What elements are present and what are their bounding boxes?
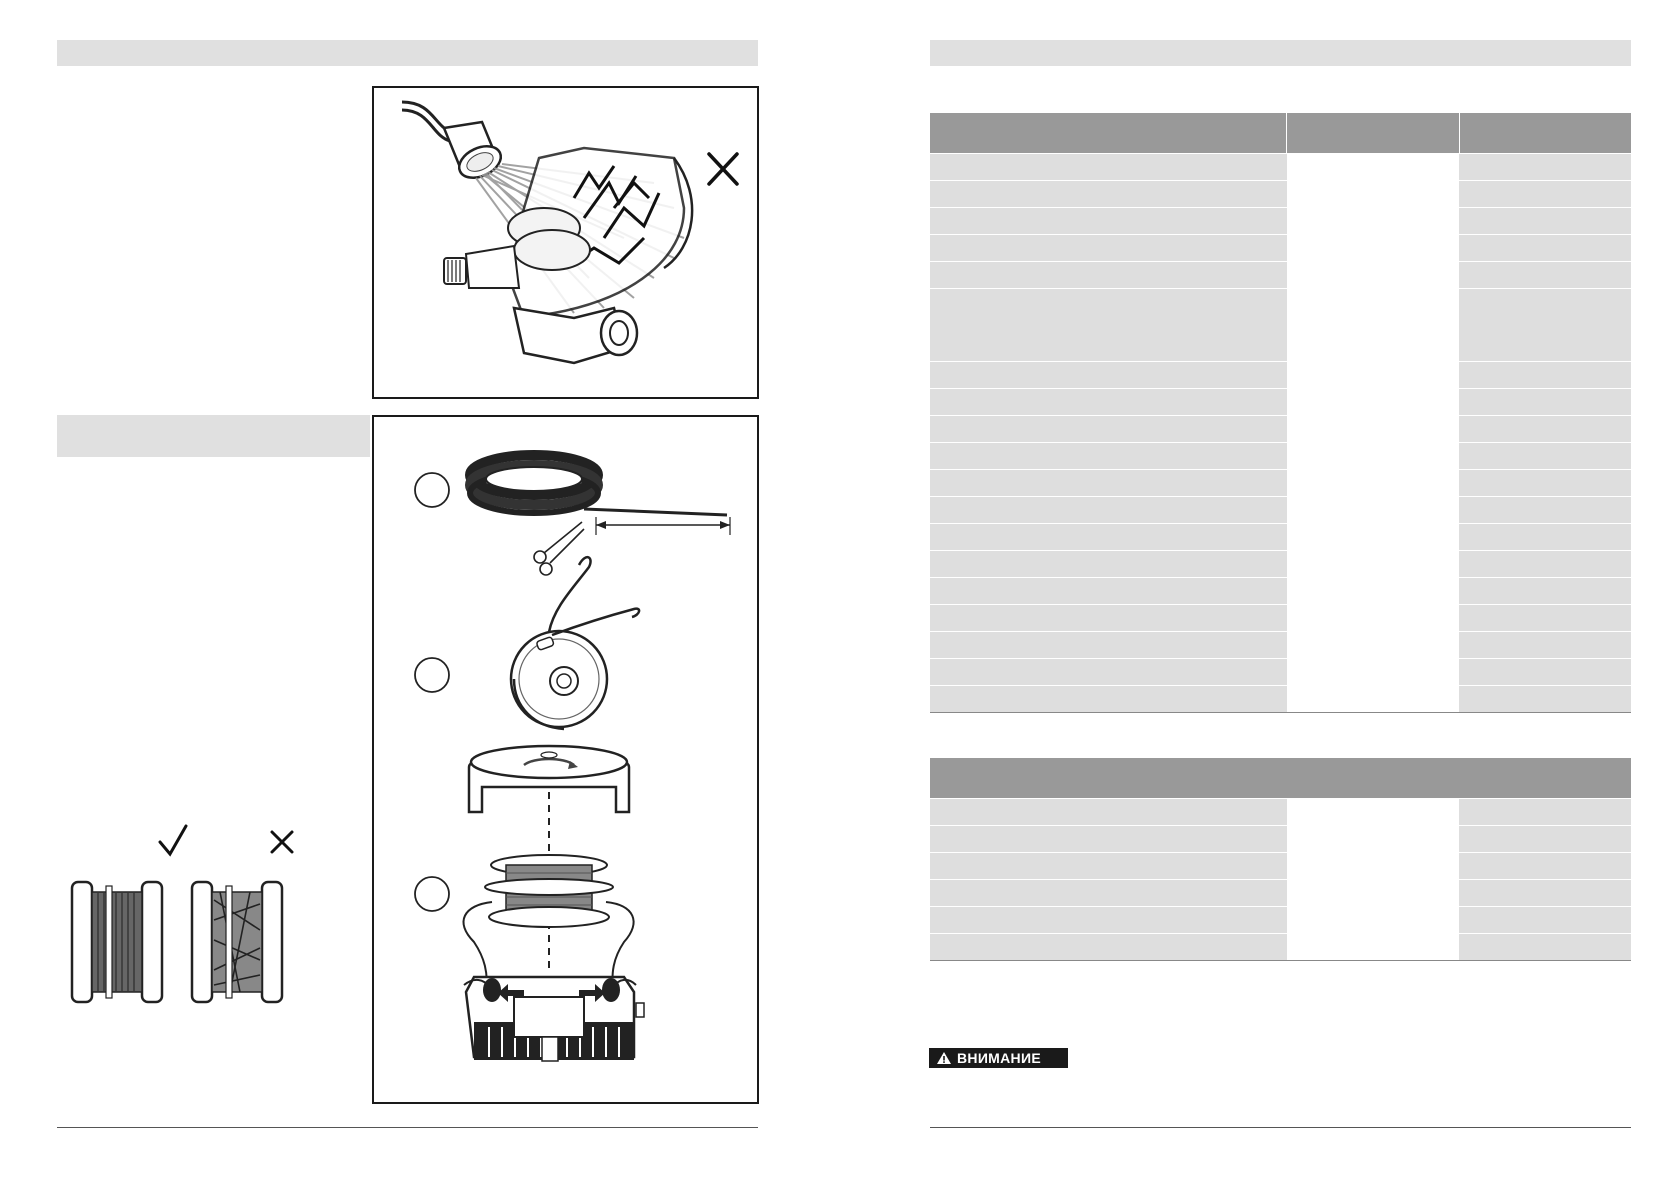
spec-table-1 <box>930 113 1631 713</box>
table-row <box>930 234 1631 261</box>
step-marker-2 <box>415 658 449 692</box>
cross-icon <box>709 154 737 184</box>
step-marker-3 <box>415 877 449 911</box>
table-row <box>930 415 1631 442</box>
figure-no-water-cleaning <box>372 86 759 399</box>
cross-icon <box>272 832 292 852</box>
table-row <box>930 658 1631 685</box>
spool-icon <box>511 557 639 729</box>
warning-label: ВНИМАНИЕ <box>957 1050 1041 1066</box>
left-page-header-bar <box>57 40 758 66</box>
table-row <box>930 388 1631 415</box>
spec-table-2-header <box>930 758 1631 798</box>
table-row <box>930 523 1631 550</box>
table-row <box>930 906 1631 933</box>
table-row <box>930 798 1631 825</box>
table-row <box>930 442 1631 469</box>
left-section-header-bar <box>57 415 370 457</box>
table-row <box>930 361 1631 388</box>
warning-badge <box>929 1048 1068 1068</box>
winding-comparison-illustration <box>60 820 360 1020</box>
shower-head-icon <box>444 122 506 184</box>
trimmer-head-base-icon <box>464 977 644 1061</box>
scissors-icon <box>534 522 584 575</box>
spool-wrong-winding <box>192 882 282 1002</box>
table-row <box>930 550 1631 577</box>
spool-rewinding-illustration <box>374 417 757 1102</box>
step-marker-1 <box>415 473 449 507</box>
check-icon <box>160 826 186 854</box>
table-row <box>930 685 1631 712</box>
table-row <box>930 879 1631 906</box>
right-page-header-bar <box>930 40 1631 66</box>
spec-table-1-header <box>930 113 1631 153</box>
spool-cover-icon <box>469 746 629 812</box>
table-row <box>930 933 1631 960</box>
warning-triangle-icon <box>936 1051 952 1065</box>
table-row <box>930 469 1631 496</box>
table-row <box>930 577 1631 604</box>
trimmer-head-spray-illustration <box>374 88 757 397</box>
table-row <box>930 631 1631 658</box>
table-row <box>930 261 1631 288</box>
wound-spool-icon <box>464 855 634 997</box>
table-row <box>930 153 1631 180</box>
line-coil-icon <box>470 455 727 515</box>
spec-table-2 <box>930 758 1631 961</box>
table-row <box>930 604 1631 631</box>
right-page-footer-rule <box>930 1127 1631 1128</box>
table-row <box>930 207 1631 234</box>
spool-correct-winding <box>72 882 162 1002</box>
table-row <box>930 825 1631 852</box>
table-row <box>930 852 1631 879</box>
table-row <box>930 288 1631 361</box>
table-row <box>930 496 1631 523</box>
left-page-footer-rule <box>57 1127 758 1128</box>
table-row <box>930 180 1631 207</box>
figure-line-replacement-steps <box>372 415 759 1104</box>
